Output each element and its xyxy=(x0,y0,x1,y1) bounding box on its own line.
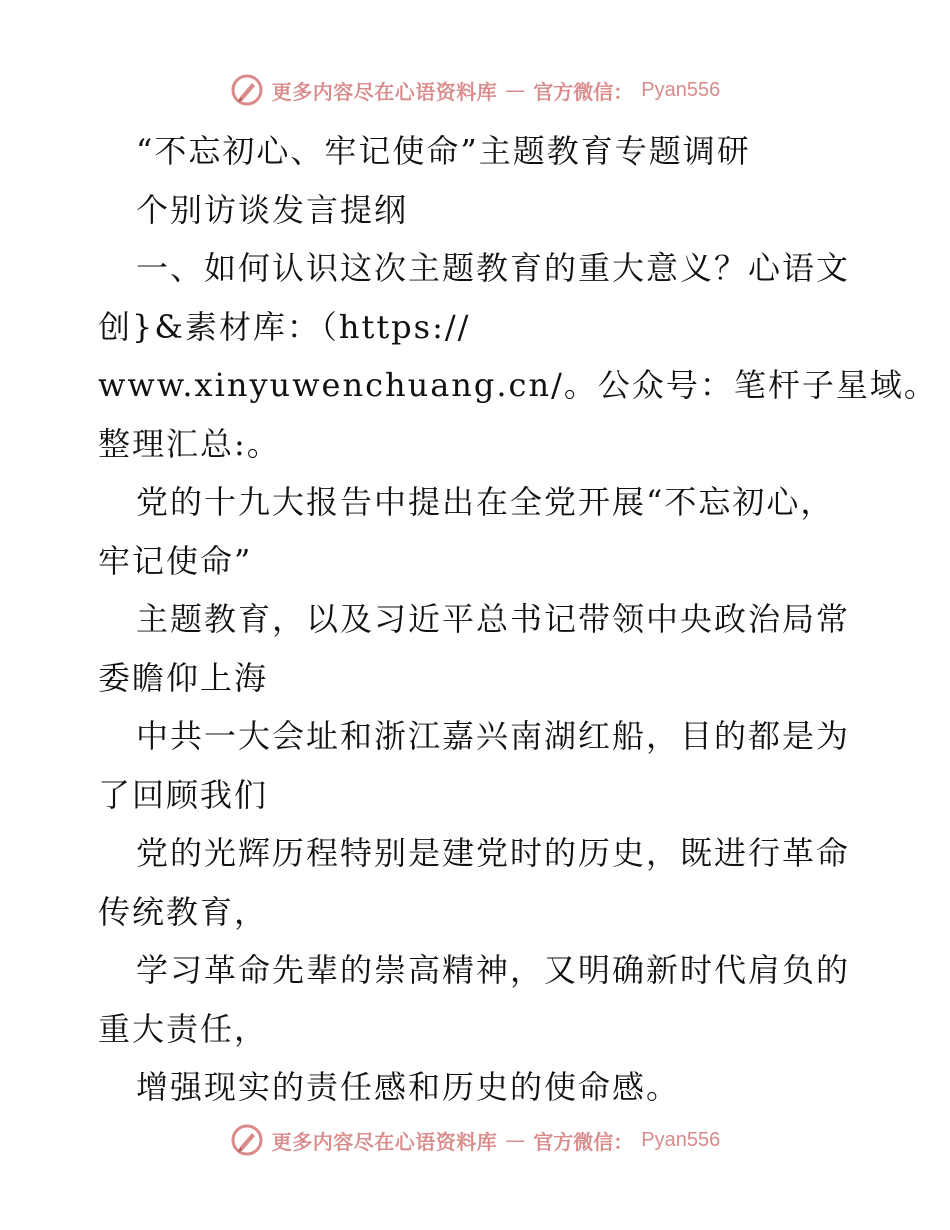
footer-watermark xyxy=(0,1120,950,1160)
body-line: 增强现实的责任感和历史的使命感。 xyxy=(136,1068,681,1106)
footer-banner-separator: — xyxy=(505,1128,526,1152)
body-line: 整理汇总:。 xyxy=(98,424,281,463)
body-line: 重大责任， xyxy=(98,1009,269,1048)
document-body xyxy=(98,122,938,1117)
body-line: 主题教育，以及习近平总书记带领中央政治局常 xyxy=(136,600,851,638)
footer-banner-text: 更多内容尽在心语资料库 xyxy=(271,1129,498,1154)
body-line: 委瞻仰上海 xyxy=(98,658,269,697)
footer-banner-id: Pyan556 xyxy=(641,1128,721,1151)
body-line: 学习革命先辈的崇高精神，又明确新时代肩负的 xyxy=(136,951,851,989)
body-line: 创}&素材库：（https:// xyxy=(98,307,471,346)
header-banner-id: Pyan556 xyxy=(641,78,721,101)
document-subtitle: 个别访谈发言提纲 xyxy=(136,190,409,229)
header-banner-separator: — xyxy=(505,78,526,102)
body-line: 一、如何认识这次主题教育的重大意义？心语文 xyxy=(136,249,851,287)
body-line: www.xinyuwenchuang.cn/。公众号：笔杆子星域。 xyxy=(98,366,938,404)
header-watermark xyxy=(0,70,950,110)
pen-logo-icon xyxy=(230,73,264,107)
header-banner-text: 更多内容尽在心语资料库 xyxy=(271,79,498,104)
pen-logo-icon xyxy=(230,1123,264,1157)
body-line: 牢记使命” xyxy=(98,541,253,580)
header-banner-label: 官方微信： xyxy=(533,79,634,104)
body-line: 党的光辉历程特别是建党时的历史，既进行革命 xyxy=(136,834,851,872)
body-line: 中共一大会址和浙江嘉兴南湖红船，目的都是为 xyxy=(136,717,851,755)
body-line: 党的十九大报告中提出在全党开展“不忘初心， xyxy=(136,483,835,521)
body-line: 传统教育， xyxy=(98,892,269,931)
document-title: “不忘初心、牢记使命”主题教育专题调研 xyxy=(136,132,751,170)
body-line: 了回顾我们 xyxy=(98,775,269,814)
footer-banner-label: 官方微信： xyxy=(533,1129,634,1154)
